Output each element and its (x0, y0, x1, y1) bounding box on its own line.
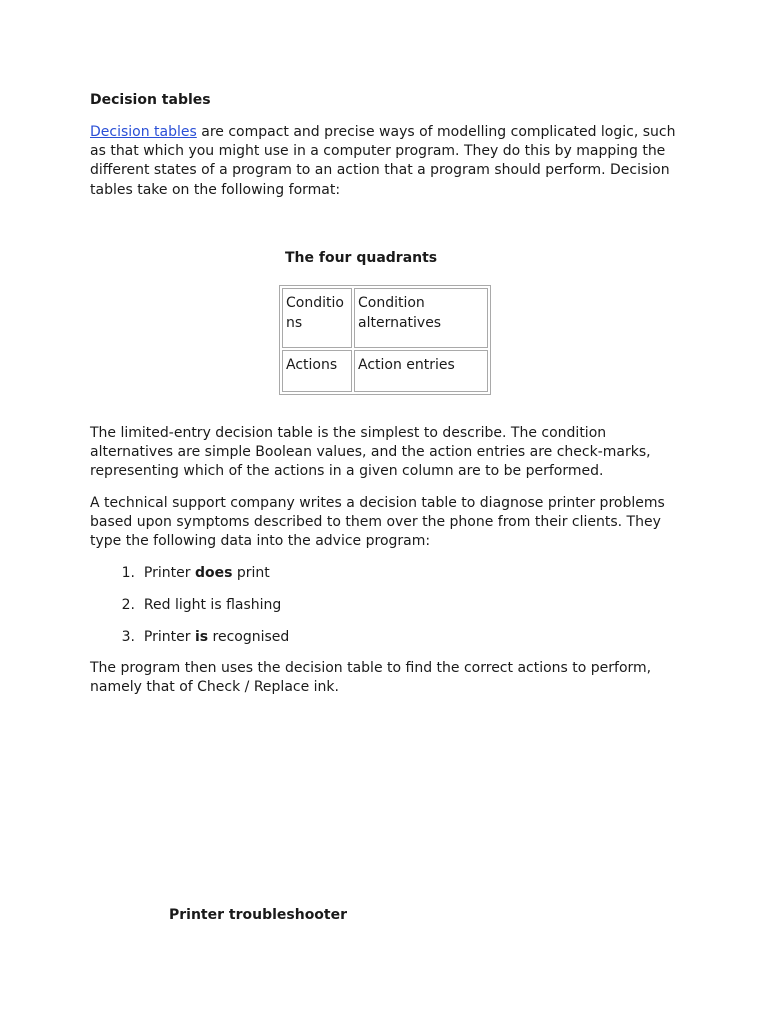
limited-entry-paragraph: The limited-entry decision table is the simplest to describe. The condition alternatives are simple Boolean values, and the action entries are check-marks, representing which of the actions in a given column are to be performed. (90, 425, 651, 480)
list-text: Printer (143, 565, 195, 581)
list-item (90, 595, 289, 627)
page-heading: Decision tables (90, 92, 211, 108)
cell-text: Conditio (286, 295, 344, 311)
list-text-bold: is (194, 629, 209, 645)
list-number: 2. (121, 597, 135, 613)
symptom-list (90, 563, 289, 659)
result-paragraph: The program then uses the decision table to find the correct actions to perform, namely that of Check / Replace ink. (90, 660, 652, 696)
list-text: Red light is flashing (143, 597, 282, 613)
list-item (90, 563, 289, 595)
cell-text: Condition (358, 295, 425, 311)
cell-text: alternatives (358, 315, 442, 331)
list-text: recognised (208, 629, 290, 645)
table-row (282, 288, 488, 348)
table-cell-conditions (282, 288, 352, 348)
table-row (282, 350, 488, 392)
intro-paragraph (90, 123, 680, 200)
quadrants-title: The four quadrants (285, 250, 438, 266)
cell-text: ns (286, 315, 303, 331)
list-number: 1. (121, 565, 135, 581)
list-item (90, 627, 289, 659)
decision-tables-link[interactable]: Decision tables (90, 124, 197, 140)
list-text: print (232, 565, 270, 581)
four-quadrants-table (279, 285, 491, 395)
list-text-bold: does (194, 565, 233, 581)
table-cell-actions: Actions (282, 350, 352, 392)
printer-troubleshooter-heading: Printer troubleshooter (169, 907, 348, 923)
table-cell-action-entries: Action entries (354, 350, 488, 392)
table-cell-condition-alternatives (354, 288, 488, 348)
list-number: 3. (121, 629, 135, 645)
support-paragraph: A technical support company writes a decision table to diagnose printer problems based upon symptoms described to them over the phone from their clients. They type the following data into the advice program: (90, 495, 665, 550)
intro-text: are compact and precise ways of modelling complicated logic, such as that which you might use in a computer program. They do this by mapping the different states of a program to an action that a program should perform. Decision tables take on the following format: (90, 124, 676, 198)
list-text: Printer (143, 629, 195, 645)
